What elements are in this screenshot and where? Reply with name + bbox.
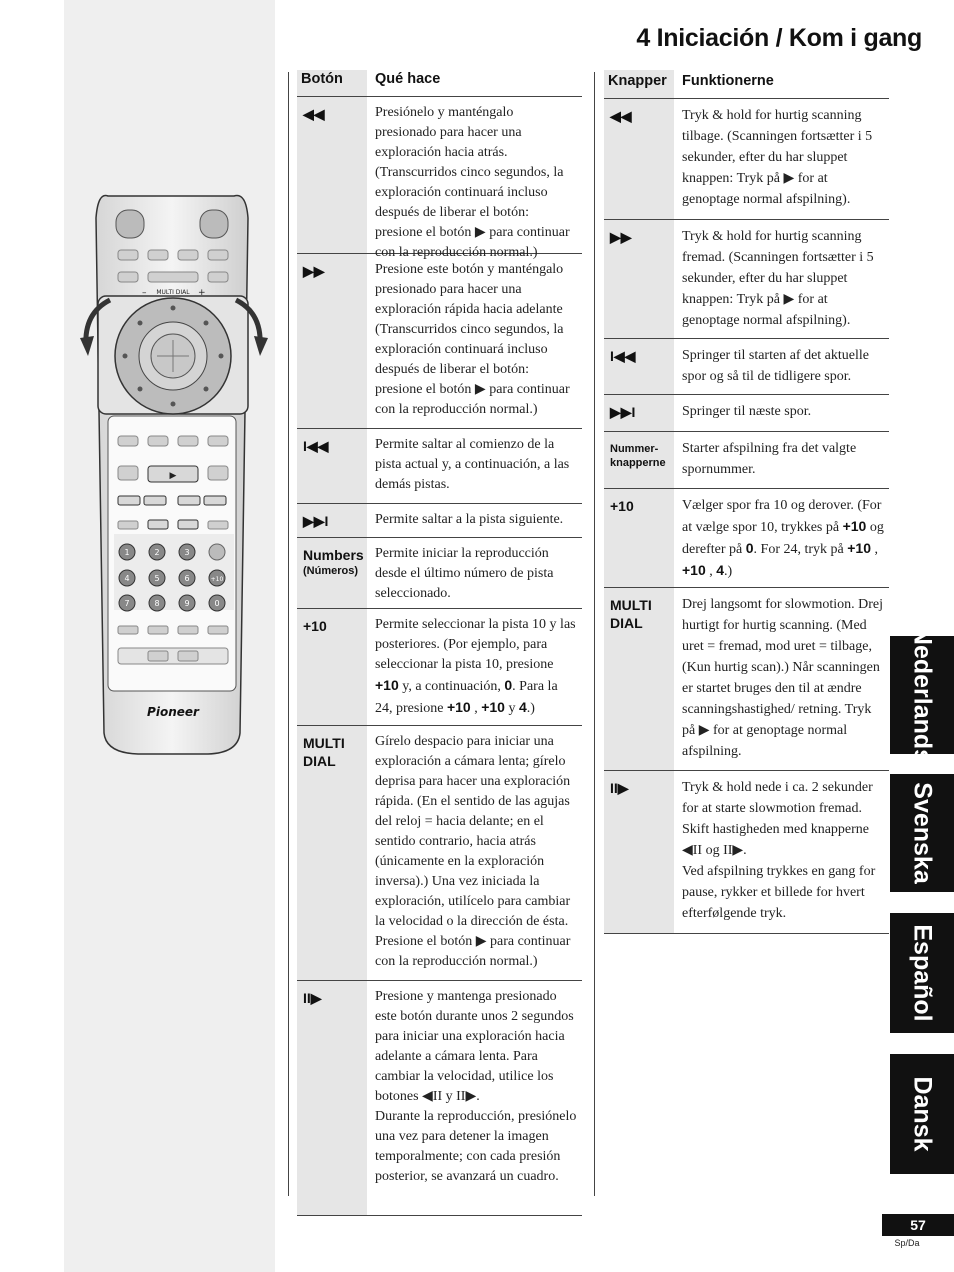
row-label: MULTI DIAL: [297, 726, 367, 980]
row-label: Nummer- knapperne: [604, 432, 674, 488]
svg-text:0: 0: [214, 599, 220, 608]
svg-text:2: 2: [154, 548, 160, 557]
column-divider: [594, 72, 595, 1196]
table-row: [604, 588, 889, 771]
tab-dansk[interactable]: Dansk: [890, 1054, 954, 1174]
row-description: Permite seleccionar la pista 10 y las posteriores. (Por ejemplo, para seleccionar la pista 10, presione +10 y, a continuación, 0. Para la 24, presione +10 , +10 y 4.): [375, 617, 576, 716]
danish-table: [604, 70, 889, 934]
row-description: Gírelo despacio para iniciar una exploración a cámara lenta; gírelo deprisa para hacer una exploración rápida. (En el sentido de las agujas del reloj = hacia delante; en el sentido contrario, hacia atrás (únicamente en la exploración inversa).) Una vez iniciada la exploración, utilícelo para cambiar la velocidad o la dirección de ésta. Presione el botón ▶ para continuar con la reproducción normal.): [375, 734, 571, 969]
row-description: Springer til næste spor.: [682, 404, 812, 419]
table-row: [297, 726, 582, 981]
row-description: Starter afspilning fra det valgte spornummer.: [682, 441, 857, 477]
header-col-button: Botón: [297, 70, 367, 96]
tab-svenska[interactable]: Svenska: [890, 774, 954, 892]
svg-text:7: 7: [124, 599, 130, 608]
table-row: [604, 339, 889, 395]
row-label: Numbers (Números): [297, 538, 367, 608]
row-label: ▶▶: [604, 220, 674, 338]
tab-espanol[interactable]: Español: [890, 913, 954, 1033]
page-title: 4 Iniciación / Kom i gang: [636, 24, 922, 52]
table-row: [604, 99, 889, 220]
table-row: [604, 432, 889, 489]
table-row: [604, 220, 889, 339]
table-row: [297, 609, 582, 726]
row-label: ▶▶I: [604, 395, 674, 431]
page-number: 57: [882, 1214, 954, 1236]
row-description: Tryk & hold for hurtig scanning tilbage. (Scanningen fortsætter i 5 sekunder, efter du har sluppet knappen: Tryk på ▶ for at genoptage normal afspilning).: [682, 108, 873, 207]
table-row: [297, 254, 582, 429]
table-header: [297, 70, 582, 97]
header-col-button: Knapper: [604, 70, 674, 98]
row-label: II▶: [297, 981, 367, 1215]
svg-text:6: 6: [184, 574, 190, 583]
multi-dial-label: MULTI DIAL: [156, 289, 190, 296]
row-description: Tryk & hold for hurtig scanning fremad. (Scanningen fortsætter i 5 sekunder, efter du har sluppet knappen: Tryk på ▶ for at genoptage normal afspilning).: [682, 229, 874, 328]
remote-control-illustration: [78, 188, 278, 758]
row-description: Tryk & hold nede i ca. 2 sekunder for at starte slowmotion fremad. Skift hastigheden med knapperne ◀II og II▶. Ved afspilning trykkes en gang for pause, rykker et billede for hvert efterfølgende tryk.: [682, 780, 876, 921]
svg-text:▶: ▶: [169, 471, 177, 481]
row-description: Presione y mantenga presionado este botón durante unos 2 segundos para iniciar una exploración hacia adelante a cámara lenta. Para cambiar la velocidad, utilice los botones ◀II y II▶. Durante la reproducción, presiónelo una vez para detener la imagen temporalmente; con cada presión posterior, se avanzará un cuadro.: [375, 989, 577, 1184]
row-description: Springer til starten af det aktuelle spor og så til de tidligere spor.: [682, 348, 869, 384]
page-code: Sp/Da: [894, 1238, 920, 1248]
row-label: +10: [604, 489, 674, 587]
column-divider: [288, 72, 289, 1196]
table-row: [297, 429, 582, 504]
table-row: [604, 771, 889, 934]
table-row: [297, 981, 582, 1216]
svg-text:9: 9: [184, 599, 190, 608]
svg-text:5: 5: [154, 574, 160, 583]
tab-nederlands[interactable]: Nederlands: [890, 636, 954, 754]
svg-text:1: 1: [124, 548, 130, 557]
row-description: Permite saltar al comienzo de la pista actual y, a continuación, a las demás pistas.: [375, 437, 570, 492]
row-label: ▶▶I: [297, 504, 367, 537]
svg-text:+: +: [198, 288, 206, 298]
pioneer-logo: Pioneer: [147, 705, 199, 719]
table-row: [297, 538, 582, 609]
svg-text:8: 8: [154, 599, 160, 608]
row-description: Permite iniciar la reproducción desde el último número de pista seleccionado.: [375, 546, 554, 601]
table-row: [297, 504, 582, 538]
table-row: [604, 395, 889, 432]
header-col-function: Qué hace: [375, 71, 441, 87]
table-row: [604, 489, 889, 588]
row-label: ◀◀: [604, 99, 674, 219]
svg-text:+10: +10: [210, 576, 224, 583]
row-description: Presiónelo y manténgalo presionado para hacer una exploración hacia atrás. (Transcurridos cinco segundos, la exploración continuará incluso después de liberar el botón: presione el botón ▶ para continuar con la reproducción normal.): [375, 105, 570, 260]
row-label: MULTI DIAL: [604, 588, 674, 770]
header-col-function: Funktionerne: [682, 73, 774, 89]
row-label: II▶: [604, 771, 674, 933]
row-label: +10: [297, 609, 367, 725]
row-description: Vælger spor fra 10 og derover. (For at vælge spor 10, trykkes på +10 og derefter på 0. For 24, tryk på +10 , +10 , 4.): [682, 498, 884, 579]
row-description: Presione este botón y manténgalo presionado para hacer una exploración rápida hacia adelante (Transcurridos cinco segundos, la exploración continuará incluso después de liberar el botón: presione el botón ▶ para continuar con la reproducción normal.): [375, 262, 570, 417]
row-label: ◀◀: [297, 97, 367, 253]
table-row: [297, 97, 582, 260]
svg-text:–: –: [142, 288, 147, 298]
row-description: Permite saltar a la pista siguiente.: [375, 512, 564, 527]
row-description: Drej langsomt for slowmotion. Drej hurtigt for hurtig scanning. (Med uret = fremad, mod uret = tilbage, (Kun hurtig scan).) Når scanningen er startet bruges den til at ændre scanningshastighed/ retning. Tryk på ▶ for at genoptage normal afspilning.: [682, 597, 884, 759]
row-label: I◀◀: [604, 339, 674, 394]
row-label: I◀◀: [297, 429, 367, 503]
row-label: ▶▶: [297, 254, 367, 428]
svg-text:3: 3: [184, 548, 190, 557]
svg-text:4: 4: [124, 574, 130, 583]
spanish-table: [297, 70, 582, 1216]
table-header: [604, 70, 889, 99]
